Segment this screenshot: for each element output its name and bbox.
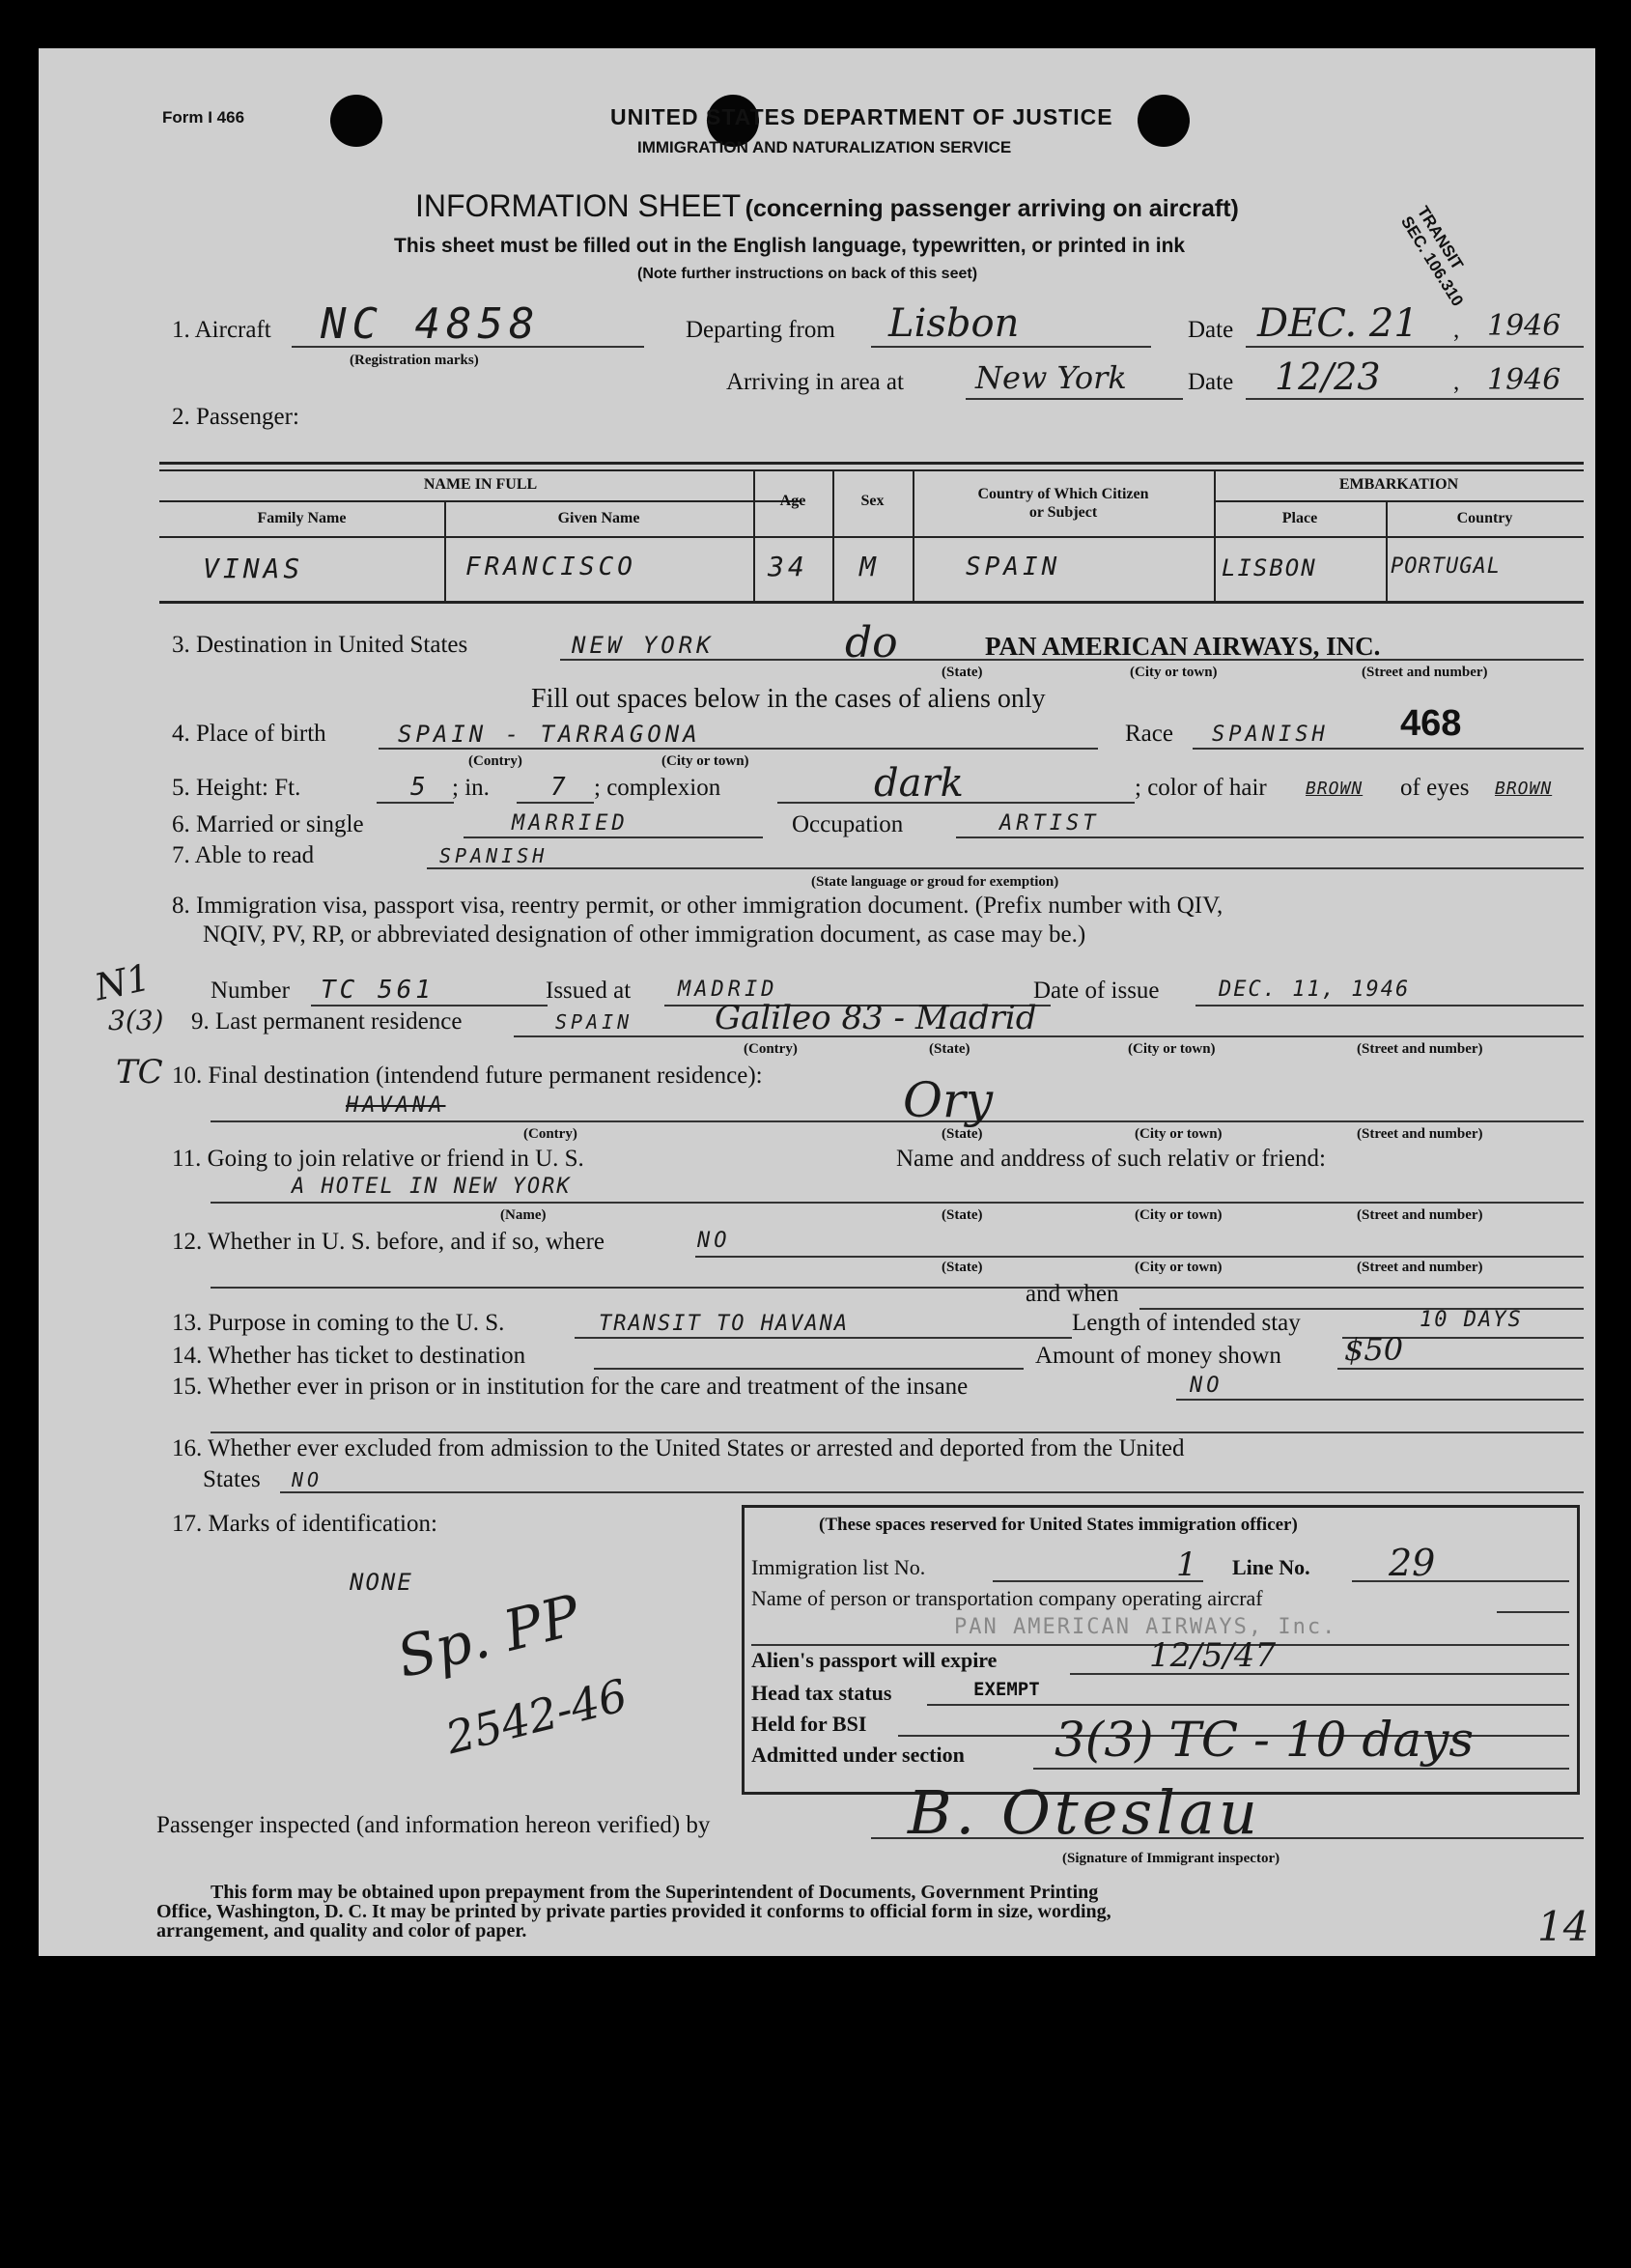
departing-label: Departing from [686,317,835,343]
city-caption: (City or town) [1135,1126,1223,1142]
occupation-label: Occupation [792,811,904,837]
inches-label: ; in. [452,775,490,801]
inspector-signature: B. Oteslau [908,1777,1261,1848]
excluded-value: NO [292,1468,323,1491]
join-label: 11. Going to join relative or friend in U. S. [172,1146,584,1172]
join-label-2: Name and anddress of such relativ or friend: [896,1146,1326,1172]
city-caption: (City or town) [1128,1041,1216,1057]
race-code: 468 [1400,703,1462,744]
operator-value: PAN AMERICAN AIRWAYS, Inc. [954,1615,1337,1639]
city-caption: (City or town) [1135,1207,1223,1223]
state-caption: (State) [942,1260,983,1275]
country-caption: (Contry) [523,1126,577,1142]
bsi-label: Held for BSI [751,1712,867,1736]
form-sheet: Form I 466 UNITED STATES DEPARTMENT OF JUSTICE IMMIGRATION AND NATURALIZATION SERVICE INFORMATION SHEET (concerning passenger arriving on aircraft) This sheet must be filled out in the English language, typewritten, or printed in ink (Note further instructions on back of this seet) TRANSIT SEC. 106.310 1. Aircraft NC 4858 (Registration marks) Departing from Lisbon Date DEC. 21 , 1946 Arriving in area at New York Date 12/23 , 1946 2. Passenger: NAME IN FULL Family Name Given Name Age Sex Country of Which Citizen or Subject EMBARKATION Place Country VINAS FRANCISCO 34 M SPAIN LISBON PORTUGAL 3. Destination in United States NEW YORK do PAN AMERICAN AIRWAYS, INC. (State) (City or town) (Street and number) Fill out spaces below in the cases of aliens only 4. Place of birth SPAIN - TARRAGONA (Contry) (City or town) Race SPANISH 468 5. Height: Ft. 5 ; in. 7 ; complexion dark ; color of hair BROWN of eyes BROWN 6. Married or single MARRIED Occupation ARTIST 7. Able to read SPANISH (State language or groud for exemption) 8. Immigration visa, passport visa, reentry permit, or other immigration document. (Prefix number with QIV, NQIV, PV, RP, or abbreviated designation of other immigration document, as case may be.) Number TC 561 Issued at MADRID Date of issue DEC. 11, 1946 N1 3(3) TC 9. Last permanent residence SPAIN Galileo 83 - Madrid (Contry) (State) (City or town) (Street and number) 10. Final destination (intendend future permanent residence): HAVANA Ory (Contry) (State) (City or town) (Street and number) 11. Going to join relative or friend in U. S. Name and anddress of such relativ or friend: A HOTEL IN NEW YORK (Name) (State) (City or town) (Street and number) 12. Whether in U. S. before, and if so, where NO (State) (City or town) (Street and number) and when 13. Purpose in coming to the U. S. TRANSIT TO HAVANA Length of intended stay 10 DAYS 14. Whether has ticket to destination Amount of money shown $50 15. Whether ever in prison or in institution for the care and treatment of the insane NO 16. Whether ever excluded from admission to the United States or arrested and deported from the United States NO 17. Marks of identification: NONE Sp. PP 2542-46 (These spaces reserved for United States immigration officer) Immigration list No. 1 Line No. 29 Name of person or transportation company operating aircraf PAN AMERICAN AIRWAYS, Inc. Alien's passport will expire 12/5/47 Head tax status EXEMPT Held for BSI Admitted under section 3(3) TC - 10 days Passenger inspected (and information hereon verified) by B. Oteslau (Signature of Immigrant inspector) This form may be obtained upon prepayment from the Superintendent of Documents, Government Printing Office, Washington, D. C. It may be printed by private parties provided it conforms to official form in size, wording, arrangement, and quality and color of paper. 14 [39,48,1595,1956]
age-header: Age [779,493,806,509]
join-value: A HOTEL IN NEW YORK [292,1175,572,1199]
section-label: Admitted under section [751,1743,965,1767]
officer-box-heading: (These spaces reserved for United States immigration officer) [819,1515,1298,1535]
read-caption: (State language or groud for exemption) [811,874,1059,890]
signature-caption: (Signature of Immigrant inspector) [1062,1851,1280,1866]
race-value: SPANISH [1212,723,1329,747]
margin-note-3: TC [116,1053,163,1091]
page-title: INFORMATION SHEET (concerning passenger arriving on aircraft) [415,188,1239,223]
final-destination-value: HAVANA [346,1093,446,1118]
aircraft-label: 1. Aircraft [172,317,271,343]
sex-value: M [859,551,880,582]
excluded-line-2: States [203,1466,261,1492]
arriving-value: New York [975,359,1127,396]
street-caption: (Street and number) [1357,1126,1483,1142]
arr-date-label: Date [1188,369,1234,395]
when-label: and when [1026,1281,1119,1307]
read-value: SPANISH [439,844,548,867]
purpose-value: TRANSIT TO HAVANA [599,1312,850,1336]
final-destination-label: 10. Final destination (intendend future permanent residence): [172,1063,763,1089]
passport-expire-value: 12/5/47 [1149,1636,1277,1675]
issued-value: MADRID [678,978,778,1002]
emb-place-value: LISBON [1222,554,1317,581]
complexion-value: dark [874,761,964,806]
margin-note-1: N1 [91,955,155,1009]
state-caption: (State) [942,665,983,680]
form-number: Form I 466 [162,108,245,127]
transit-stamp: TRANSIT SEC. 106.310 [1396,203,1468,310]
age-value: 34 [768,551,808,582]
birthplace-label: 4. Place of birth [172,721,326,747]
citizen-header: Country of Which Citizen or Subject [977,486,1149,521]
city-caption: (City or town) [1135,1260,1223,1275]
footer-line-2: Office, Washington, D. C. It may be printed by private parties provided it conforms to official form in size, wording, [156,1901,1111,1922]
marital-value: MARRIED [512,811,629,836]
street-caption: (Street and number) [1357,1041,1483,1057]
dep-date-value: DEC. 21 [1257,301,1419,346]
eyes-label: of eyes [1400,775,1470,801]
purpose-label: 13. Purpose in coming to the U. S. [172,1310,505,1336]
ticket-label: 14. Whether has ticket to destination [172,1343,526,1369]
issue-date-value: DEC. 11, 1946 [1219,978,1411,1002]
state-caption: (State) [942,1126,983,1142]
race-label: Race [1125,721,1173,747]
street-caption: (Street and number) [1357,1207,1483,1223]
birthplace-value: SPAIN - TARRAGONA [398,721,701,748]
family-name-header: Family Name [257,510,347,526]
stay-value: 10 DAYS [1420,1308,1523,1332]
instruction-line-1: This sheet must be filled out in the English language, typewritten, or printed in ink [394,235,1186,257]
marks-value: NONE [350,1569,413,1596]
sex-header: Sex [860,493,885,509]
page-mark: 14 [1537,1903,1589,1950]
country-caption: (Contry) [468,753,522,769]
street-caption: (Street and number) [1357,1260,1483,1275]
list-value: 1 [1176,1545,1197,1584]
marital-label: 6. Married or single [172,811,364,837]
instruction-line-2: (Note further instructions on back of this seet) [637,266,978,282]
issue-date-label: Date of issue [1033,978,1160,1004]
embarkation-header: EMBARKATION [1338,476,1459,493]
name-caption: (Name) [500,1207,547,1223]
head-tax-label: Head tax status [751,1681,892,1705]
family-name-value: VINAS [203,553,304,584]
dep-date-label: Date [1188,317,1234,343]
residence-address-value: Galileo 83 - Madrid [715,999,1037,1037]
agency-line-1: UNITED STATES DEPARTMENT OF JUSTICE [610,104,1113,129]
destination-city-value: do [845,618,898,667]
head-tax-value: EXEMPT [973,1679,1040,1700]
hair-value: BROWN [1306,779,1364,799]
destination-street-value: PAN AMERICAN AIRWAYS, INC. [985,632,1381,661]
place-header: Place [1281,510,1318,526]
country-caption: (Contry) [744,1041,798,1057]
arriving-label: Arriving in area at [726,369,904,395]
country-header: Country [1456,510,1513,526]
list-label: Immigration list No. [751,1555,926,1579]
height-label: 5. Height: Ft. [172,775,301,801]
money-label: Amount of money shown [1035,1343,1281,1369]
hair-label: ; color of hair [1135,775,1267,801]
registration-caption: (Registration marks) [350,353,479,368]
eyes-value: BROWN [1495,779,1553,799]
destination-state-value: NEW YORK [572,632,715,659]
height-ft-value: 5 [410,773,430,802]
arr-year-value: 1946 [1487,363,1561,397]
complexion-label: ; complexion [594,775,721,801]
final-destination-note: Ory [903,1072,994,1128]
destination-label: 3. Destination in United States [172,632,468,658]
prison-label: 15. Whether ever in prison or in institution for the care and treatment of the insane [172,1374,969,1400]
passenger-label: 2. Passenger: [172,404,299,430]
issued-label: Issued at [546,978,632,1004]
citizen-value: SPAIN [966,553,1061,581]
passport-note-2: 2542-46 [440,1668,633,1765]
operator-label: Name of person or transportation company operating aircraf [751,1586,1263,1610]
residence-country-value: SPAIN [555,1010,633,1034]
marks-label: 17. Marks of identification: [172,1511,437,1537]
residence-label: 9. Last permanent residence [191,1008,463,1035]
stay-label: Length of intended stay [1072,1310,1301,1336]
punch-hole-left [330,95,382,147]
departing-value: Lisbon [888,301,1020,346]
city-caption: (City or town) [661,753,749,769]
before-label: 12. Whether in U. S. before, and if so, where [172,1229,605,1255]
street-caption: (Street and number) [1362,665,1488,680]
emb-country-value: PORTUGAL [1391,554,1501,579]
height-in-value: 7 [550,773,570,802]
excluded-line-1: 16. Whether ever excluded from admission to the United States or arrested and deported from the United [172,1435,1185,1461]
doc-number-value: TC 561 [321,976,435,1005]
money-value: $50 [1344,1331,1404,1368]
state-caption: (State) [942,1207,983,1223]
before-value: NO [697,1229,731,1253]
aliens-note: Fill out spaces below in the cases of aliens only [531,684,1046,714]
city-caption: (City or town) [1130,665,1218,680]
line-label: Line No. [1232,1555,1310,1579]
footer-line-3: arrangement, and quality and color of paper. [156,1920,527,1942]
punch-hole-right [1138,95,1190,147]
passport-note-1: Sp. PP [390,1581,587,1691]
line-value: 29 [1389,1542,1436,1584]
footer-line-1: This form may be obtained upon prepayment from the Superintendent of Documents, Government Printing [211,1882,1099,1903]
doc-number-label: Number [211,978,290,1004]
aircraft-value: NC 4858 [321,299,541,349]
dep-year-value: 1946 [1487,309,1561,343]
given-name-header: Given Name [557,510,640,526]
agency-line-2: IMMIGRATION AND NATURALIZATION SERVICE [637,138,1012,156]
state-caption: (State) [929,1041,970,1057]
margin-note-2: 3(3) [108,1005,164,1036]
section-value: 3(3) TC - 10 days [1055,1712,1475,1768]
occupation-value: ARTIST [999,811,1100,836]
prison-value: NO [1190,1374,1223,1398]
q8-line-1: 8. Immigration visa, passport visa, reentry permit, or other immigration document. (Prefix number with QIV, [172,893,1223,919]
arr-date-value: 12/23 [1275,355,1381,398]
given-name-value: FRANCISCO [465,553,636,581]
passport-expire-label: Alien's passport will expire [751,1648,998,1672]
read-label: 7. Able to read [172,842,315,868]
q8-line-2: NQIV, PV, RP, or abbreviated designation of other immigration document, as case may be.) [203,921,1086,948]
name-in-full-header: NAME IN FULL [423,476,538,493]
inspected-label: Passenger inspected (and information hereon verified) by [156,1812,711,1838]
